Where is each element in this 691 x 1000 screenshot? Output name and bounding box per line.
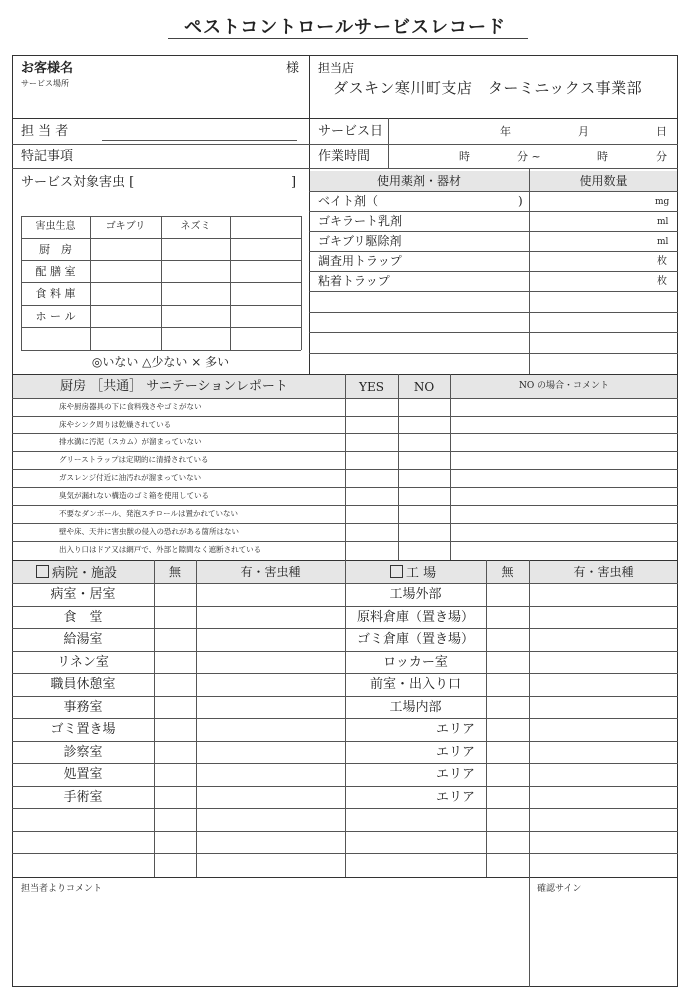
fac-line <box>12 741 678 742</box>
chem-line <box>309 271 678 272</box>
chem-item-name: 調査用トラップ <box>318 254 402 268</box>
fac-line <box>12 853 678 854</box>
san-divider <box>398 374 399 560</box>
signature-label: 確認サイン <box>537 884 582 894</box>
sanitation-item: 臭気が漏れない構造のゴミ箱を使用している <box>59 491 209 500</box>
sanitation-no-header: NO <box>413 380 435 394</box>
fac-line <box>12 628 678 629</box>
month-unit: 月 <box>578 125 589 138</box>
chem-item-unit: 枚 <box>657 256 667 267</box>
san-line <box>12 541 678 542</box>
chem-line <box>309 231 678 232</box>
staff-underline[interactable] <box>102 140 297 141</box>
hospital-row: 事務室 <box>63 700 103 715</box>
pest-header-cockroach: ゴキブリ <box>105 221 146 232</box>
chem-item-unit: 枚 <box>657 276 667 287</box>
factory-area-row: エリア <box>435 790 475 805</box>
branch-label: 担当店 <box>318 61 355 75</box>
target-pests-close: ] <box>291 175 297 190</box>
chem-item-unit: mg <box>655 197 670 207</box>
chem-header-qty: 使用数量 <box>579 174 628 188</box>
chem-item-name: ゴキラート乳剤 <box>318 214 403 228</box>
factory-row: ロッカー室 <box>383 655 448 670</box>
sanitation-item: 壁や床、天井に害虫獣の侵入の恐れがある箇所はない <box>59 527 239 536</box>
factory-row: ゴミ倉庫（置き場） <box>356 632 474 647</box>
factory-row: 工場内部 <box>389 700 442 715</box>
chem-line <box>309 353 678 354</box>
san-line <box>12 469 678 470</box>
sanitation-item: 床やシンク周りは乾燥されている <box>59 420 172 429</box>
hospital-row: 職員休憩室 <box>50 677 116 692</box>
san-line <box>12 416 678 417</box>
pest-legend: ◎いない △少ない × 多い <box>91 355 230 369</box>
factory-row: 原料倉庫（置き場） <box>356 610 474 625</box>
sanitation-item: 不要なダンボール、発泡スチロールは置かれていない <box>59 509 239 518</box>
line-top-1 <box>12 118 678 119</box>
honorific: 様 <box>286 61 300 76</box>
fac-line <box>12 718 678 719</box>
hour-unit-2: 時 <box>597 150 608 163</box>
chem-item-close: ) <box>518 194 523 208</box>
hospital-title <box>36 565 117 580</box>
sanitation-item: ガスレンジ付近に油汚れが溜まっていない <box>59 473 202 482</box>
pest-header-habitat: 害虫生息 <box>35 221 76 232</box>
service-date-label: サービス日 <box>318 124 384 139</box>
line-top-2 <box>12 144 678 145</box>
san-line <box>12 523 678 524</box>
san-line <box>12 487 678 488</box>
hospital-row: リネン室 <box>57 655 109 670</box>
fac-line <box>12 673 678 674</box>
factory-row: 工場外部 <box>389 587 442 602</box>
minute-unit-2: 分 <box>656 150 667 163</box>
signature-divider <box>529 877 530 987</box>
factory-checkbox[interactable] <box>390 565 403 578</box>
sanitation-item: グリーストラップは定期的に清掃されている <box>59 455 209 464</box>
hospital-row: 診察室 <box>63 745 103 760</box>
factory-area-row: エリア <box>435 745 475 760</box>
top-divider <box>309 55 310 374</box>
day-unit: 日 <box>656 125 667 138</box>
chem-item-unit: ml <box>657 217 669 227</box>
title-underline <box>168 38 528 39</box>
sanitation-item: 床や厨房器具の下に食料残さやゴミがない <box>59 402 202 411</box>
factory-area-row: エリア <box>435 722 475 737</box>
fac-line <box>12 786 678 787</box>
chem-header-name: 使用薬剤・器材 <box>376 174 461 188</box>
chem-item-name: ゴキブリ駆除剤 <box>318 234 402 248</box>
chem-line <box>309 191 678 192</box>
pest-header-rat: ネズミ <box>180 221 211 232</box>
fac-line <box>12 831 678 832</box>
comments-top-line <box>12 877 678 878</box>
chem-line <box>309 211 678 212</box>
factory-has-header: 有・害虫種 <box>573 565 634 579</box>
hospital-title-text: 病院・施設 <box>52 566 118 581</box>
factory-area-row: エリア <box>435 767 475 782</box>
special-notes-label: 特記事項 <box>21 149 74 164</box>
pest-row-pantry: 配 膳 室 <box>35 265 76 278</box>
chem-line <box>309 312 678 313</box>
chem-item-name: ベイト剤（ <box>318 194 379 208</box>
hospital-row: 処置室 <box>63 767 103 782</box>
pest-row-storeroom: 食 料 庫 <box>35 287 76 300</box>
chem-item-unit: ml <box>657 237 669 247</box>
hospital-row: 病室・居室 <box>50 587 116 602</box>
year-unit: 年 <box>500 125 511 138</box>
chem-line <box>309 332 678 333</box>
target-pests-label: サービス対象害虫 [ <box>21 175 135 190</box>
factory-title <box>390 565 436 580</box>
hospital-row: 食 堂 <box>63 610 103 625</box>
chem-item-name: 粘着トラップ <box>318 274 390 288</box>
sanitation-comment-header: NO の場合・コメント <box>518 381 610 391</box>
page-title: ペストコントロールサービスレコード <box>184 17 506 38</box>
hospital-row: 手術室 <box>63 790 103 805</box>
fac-line <box>12 696 678 697</box>
hospital-none-header: 無 <box>168 565 181 579</box>
line-top-3 <box>12 168 678 169</box>
chem-line <box>309 291 678 292</box>
work-time-label: 作業時間 <box>318 149 371 164</box>
factory-row: 前室・出入り口 <box>369 677 461 692</box>
minute-unit-1: 分 ~ <box>517 150 541 163</box>
sanitation-yes-header: YES <box>359 380 384 394</box>
san-line <box>12 505 678 506</box>
sanitation-title: 厨房 ［共通］ サニテーションレポート <box>60 379 288 394</box>
service-location-label: サービス場所 <box>21 79 69 88</box>
san-line <box>12 433 678 434</box>
date-label-divider <box>388 118 389 168</box>
branch-value: ダスキン寒川町支店 ターミニックス事業部 <box>333 79 643 97</box>
chem-line <box>309 251 678 252</box>
fac-line <box>12 606 678 607</box>
hospital-row: ゴミ置き場 <box>50 722 116 737</box>
san-divider <box>345 374 346 560</box>
hospital-row: 給湯室 <box>63 632 103 647</box>
staff-label: 担 当 者 <box>21 124 69 139</box>
hospital-has-header: 有・害虫種 <box>240 565 301 579</box>
fac-line <box>12 763 678 764</box>
fac-line <box>12 808 678 809</box>
sanitation-item: 排水溝に汚泥（スカム）が溜まっていない <box>59 437 202 446</box>
customer-label: お客様名 <box>21 61 74 76</box>
hospital-checkbox[interactable] <box>36 565 49 578</box>
fac-line <box>12 651 678 652</box>
pest-row-hall: ホ ー ル <box>35 310 76 323</box>
comments-label: 担当者よりコメント <box>21 884 103 894</box>
factory-none-header: 無 <box>501 565 514 579</box>
factory-title-text: 工 場 <box>406 566 437 581</box>
san-line <box>12 451 678 452</box>
san-divider <box>450 374 451 560</box>
hour-unit-1: 時 <box>459 150 470 163</box>
sanitation-item: 出入り口はドア又は網戸で、外部と隙間なく遮断されている <box>59 545 262 554</box>
pest-row-kitchen: 厨 房 <box>39 243 72 256</box>
